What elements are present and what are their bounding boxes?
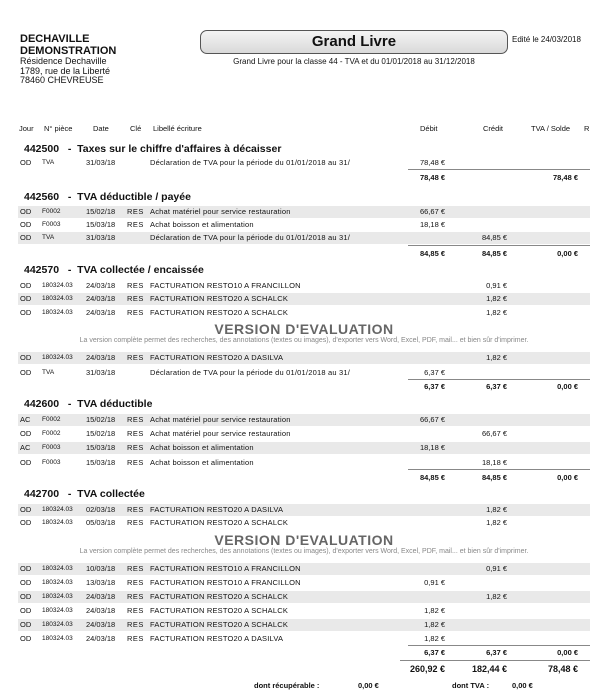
cell-debit: 1,82 € xyxy=(424,620,445,629)
cell-date: 15/02/18 xyxy=(86,429,116,438)
total-solde: 0,00 € xyxy=(557,473,578,482)
cell-cle: RES xyxy=(127,458,144,467)
cell-libelle: FACTURATION RESTO20 A DASILVA xyxy=(150,353,284,362)
section-heading xyxy=(24,488,145,500)
cell-cle: RES xyxy=(127,443,144,452)
cell-cle: RES xyxy=(127,308,144,317)
cell-jour: OD xyxy=(20,620,32,629)
total-solde: 78,48 € xyxy=(552,173,578,182)
table-row xyxy=(18,232,590,244)
cell-jour: OD xyxy=(20,505,32,514)
cell-debit: 1,82 € xyxy=(424,634,445,643)
account-name: TVA collectée xyxy=(77,488,145,500)
total-row xyxy=(18,248,590,260)
cell-jour: OD xyxy=(20,368,32,377)
table-row xyxy=(18,307,590,319)
cell-date: 15/03/18 xyxy=(86,443,116,452)
cell-piece: TVA xyxy=(42,159,55,166)
total-rule xyxy=(408,379,590,380)
cell-jour: OD xyxy=(20,429,32,438)
cell-date: 24/03/18 xyxy=(86,281,116,290)
cell-jour: OD xyxy=(20,634,32,643)
cell-credit: 0,91 € xyxy=(486,281,507,290)
cell-jour: OD xyxy=(20,578,32,587)
cell-piece: 180324.03 xyxy=(42,579,73,586)
cell-jour: OD xyxy=(20,458,32,467)
cell-libelle: FACTURATION RESTO10 A FRANCILLON xyxy=(150,281,301,290)
company-line2: DEMONSTRATION xyxy=(20,45,117,57)
cell-debit: 18,18 € xyxy=(419,220,445,229)
col-cle: Clé xyxy=(130,124,142,133)
cell-libelle: Achat matériel pour service restauration xyxy=(150,429,291,438)
grand-total-rule xyxy=(400,660,590,661)
cell-piece: 180324.03 xyxy=(42,295,73,302)
account-name: TVA déductible / payée xyxy=(77,191,191,203)
evaluation-watermark-text: La version complète permet des recherches, des annotations (textes ou images), d'exporter vers Word, Excel, PDF, mail... et bien sûr d'imprimer. xyxy=(79,337,529,344)
cell-date: 31/03/18 xyxy=(86,233,116,242)
company-address xyxy=(20,57,110,86)
cell-debit: 6,37 € xyxy=(424,368,445,377)
total-solde: 0,00 € xyxy=(557,249,578,258)
table-row xyxy=(18,280,590,292)
table-row xyxy=(18,367,590,379)
cell-cle: RES xyxy=(127,592,144,601)
cell-piece: 180324.03 xyxy=(42,309,73,316)
cell-piece: TVA xyxy=(42,234,55,241)
section-separator: - xyxy=(67,398,72,410)
total-solde: 0,00 € xyxy=(557,648,578,657)
cell-jour: OD xyxy=(20,592,32,601)
table-row xyxy=(18,605,590,617)
section-heading xyxy=(24,191,191,203)
cell-credit: 66,67 € xyxy=(481,429,507,438)
cell-libelle: Achat boisson et alimentation xyxy=(150,220,254,229)
table-row xyxy=(18,457,590,469)
total-debit: 84,85 € xyxy=(419,249,445,258)
cell-piece: 180324.03 xyxy=(42,354,73,361)
cell-jour: OD xyxy=(20,158,32,167)
total-row xyxy=(18,381,590,393)
cell-date: 02/03/18 xyxy=(86,505,116,514)
cell-credit: 0,91 € xyxy=(486,564,507,573)
table-row xyxy=(18,563,590,575)
table-row xyxy=(18,428,590,440)
table-row xyxy=(18,206,590,218)
cell-libelle: Achat boisson et alimentation xyxy=(150,443,254,452)
total-solde: 0,00 € xyxy=(557,382,578,391)
cell-libelle: Achat matériel pour service restauration xyxy=(150,415,291,424)
cell-piece: 180324.03 xyxy=(42,607,73,614)
total-row xyxy=(18,472,590,484)
cell-piece: F0003 xyxy=(42,459,61,466)
table-row xyxy=(18,517,590,529)
cell-cle: RES xyxy=(127,353,144,362)
cell-credit: 1,82 € xyxy=(486,308,507,317)
col-credit: Crédit xyxy=(483,124,504,133)
col-piece: N° pièce xyxy=(44,124,73,133)
col-date: Date xyxy=(93,124,109,133)
section-separator: - xyxy=(67,264,72,276)
cell-jour: OD xyxy=(20,564,32,573)
cell-piece: F0003 xyxy=(42,444,61,451)
cell-jour: OD xyxy=(20,294,32,303)
cell-credit: 1,82 € xyxy=(486,353,507,362)
account-code: 442700 xyxy=(24,488,60,500)
cell-date: 05/03/18 xyxy=(86,518,116,527)
cell-cle: RES xyxy=(127,578,144,587)
cell-piece: 180324.03 xyxy=(42,506,73,513)
total-row xyxy=(18,647,590,659)
cell-libelle: FACTURATION RESTO20 A SCHALCK xyxy=(150,606,289,615)
grand-total-solde: 78,48 € xyxy=(547,664,578,674)
cell-credit: 1,82 € xyxy=(486,505,507,514)
cell-jour: OD xyxy=(20,207,32,216)
cell-date: 31/03/18 xyxy=(86,158,116,167)
cell-libelle: FACTURATION RESTO20 A SCHALCK xyxy=(150,308,289,317)
cell-libelle: FACTURATION RESTO10 A FRANCILLON xyxy=(150,578,301,587)
grand-total-debit: 260,92 € xyxy=(409,664,445,674)
col-r: R xyxy=(584,124,590,133)
address-line: 78460 CHEVREUSE xyxy=(20,75,104,85)
cell-date: 24/03/18 xyxy=(86,308,116,317)
total-debit: 6,37 € xyxy=(424,382,445,391)
cell-debit: 78,48 € xyxy=(419,158,445,167)
col-libelle: Libellé écriture xyxy=(153,124,202,133)
cell-debit: 0,91 € xyxy=(424,578,445,587)
table-row xyxy=(18,504,590,516)
cell-cle: RES xyxy=(127,207,144,216)
total-credit: 6,37 € xyxy=(486,382,507,391)
table-row xyxy=(18,619,590,631)
cell-date: 15/03/18 xyxy=(86,220,116,229)
account-code: 442600 xyxy=(24,398,60,410)
cell-credit: 1,82 € xyxy=(486,518,507,527)
cell-jour: OD xyxy=(20,518,32,527)
grand-total-row xyxy=(18,663,590,677)
cell-date: 15/02/18 xyxy=(86,207,116,216)
cell-libelle: Déclaration de TVA pour la période du 01/01/2018 au 31/ xyxy=(150,233,351,242)
cell-cle: RES xyxy=(127,518,144,527)
cell-libelle: Achat matériel pour service restauration xyxy=(150,207,291,216)
cell-debit: 66,67 € xyxy=(419,415,445,424)
account-name: Taxes sur le chiffre d'affaires à décaisser xyxy=(77,143,282,155)
cell-date: 24/03/18 xyxy=(86,592,116,601)
cell-cle: RES xyxy=(127,505,144,514)
cell-credit: 84,85 € xyxy=(481,233,507,242)
page-title: Grand Livre xyxy=(200,30,508,54)
col-solde: TVA / Solde xyxy=(531,124,571,133)
cell-debit: 18,18 € xyxy=(419,443,445,452)
cell-cle: RES xyxy=(127,220,144,229)
cell-libelle: Déclaration de TVA pour la période du 01/01/2018 au 31/ xyxy=(150,368,351,377)
account-name: TVA déductible xyxy=(77,398,153,410)
table-row xyxy=(18,414,590,426)
cell-credit: 1,82 € xyxy=(486,592,507,601)
section-heading xyxy=(24,143,281,155)
table-row xyxy=(18,633,590,645)
cell-libelle: Achat boisson et alimentation xyxy=(150,458,254,467)
table-row xyxy=(18,442,590,454)
cell-credit: 1,82 € xyxy=(486,294,507,303)
address-line: 1789, rue de la Liberté xyxy=(20,65,111,76)
col-debit: Débit xyxy=(420,124,438,133)
cell-date: 15/02/18 xyxy=(86,415,116,424)
table-row xyxy=(18,352,590,364)
cell-piece: F0003 xyxy=(42,221,61,228)
cell-piece: 180324.03 xyxy=(42,635,73,642)
section-separator: - xyxy=(67,191,72,203)
cell-debit: 1,82 € xyxy=(424,606,445,615)
cell-libelle: FACTURATION RESTO20 A DASILVA xyxy=(150,505,284,514)
cell-cle: RES xyxy=(127,634,144,643)
total-credit: 84,85 € xyxy=(481,473,507,482)
grand-total-credit: 182,44 € xyxy=(471,664,507,674)
section-separator: - xyxy=(67,143,72,155)
cell-date: 24/03/18 xyxy=(86,353,116,362)
account-code: 442500 xyxy=(24,143,60,155)
total-rule xyxy=(408,245,590,246)
section-heading xyxy=(24,398,152,410)
table-row xyxy=(18,293,590,305)
cell-piece: 180324.03 xyxy=(42,621,73,628)
cell-jour: OD xyxy=(20,233,32,242)
cell-piece: 180324.03 xyxy=(42,565,73,572)
table-row xyxy=(18,219,590,231)
company-line1: DECHAVILLE xyxy=(20,33,90,45)
cell-date: 31/03/18 xyxy=(86,368,116,377)
cell-piece: 180324.03 xyxy=(42,593,73,600)
evaluation-watermark-title: VERSION D'EVALUATION xyxy=(214,321,394,337)
cell-jour: OD xyxy=(20,606,32,615)
cell-cle: RES xyxy=(127,620,144,629)
total-credit: 6,37 € xyxy=(486,648,507,657)
total-row xyxy=(18,172,590,184)
cell-piece: TVA xyxy=(42,369,55,376)
total-rule xyxy=(408,469,590,470)
cell-date: 24/03/18 xyxy=(86,634,116,643)
cell-jour: OD xyxy=(20,281,32,290)
cell-credit: 18,18 € xyxy=(481,458,507,467)
cell-piece: F0002 xyxy=(42,208,61,215)
cell-jour: AC xyxy=(20,443,31,452)
edited-date: Edité le 24/03/2018 xyxy=(512,35,581,44)
cell-piece: F0002 xyxy=(42,430,61,437)
cell-piece: 180324.03 xyxy=(42,282,73,289)
vat-value: 0,00 € xyxy=(512,681,533,690)
cell-jour: OD xyxy=(20,353,32,362)
total-debit: 6,37 € xyxy=(424,648,445,657)
cell-libelle: FACTURATION RESTO20 A SCHALCK xyxy=(150,592,289,601)
cell-date: 24/03/18 xyxy=(86,620,116,629)
vat-label: dont TVA : xyxy=(452,681,490,690)
cell-cle: RES xyxy=(127,281,144,290)
cell-date: 15/03/18 xyxy=(86,458,116,467)
recoverable-value: 0,00 € xyxy=(358,681,379,690)
total-credit: 84,85 € xyxy=(481,249,507,258)
cell-jour: AC xyxy=(20,415,31,424)
evaluation-watermark-text: La version complète permet des recherches, des annotations (textes ou images), d'exporter vers Word, Excel, PDF, mail... et bien sûr d'imprimer. xyxy=(79,548,529,555)
section-heading xyxy=(24,264,204,276)
table-row xyxy=(18,591,590,603)
total-debit: 78,48 € xyxy=(419,173,445,182)
total-rule xyxy=(408,645,590,646)
cell-jour: OD xyxy=(20,308,32,317)
table-row xyxy=(18,157,590,169)
cell-cle: RES xyxy=(127,564,144,573)
account-code: 442560 xyxy=(24,191,60,203)
cell-date: 10/03/18 xyxy=(86,564,116,573)
cell-piece: 180324.03 xyxy=(42,519,73,526)
cell-cle: RES xyxy=(127,415,144,424)
cell-libelle: Déclaration de TVA pour la période du 01/01/2018 au 31/ xyxy=(150,158,351,167)
cell-date: 24/03/18 xyxy=(86,294,116,303)
cell-cle: RES xyxy=(127,429,144,438)
account-code: 442570 xyxy=(24,264,60,276)
cell-libelle: FACTURATION RESTO20 A SCHALCK xyxy=(150,294,289,303)
evaluation-watermark-title: VERSION D'EVALUATION xyxy=(214,532,394,548)
col-jour: Jour xyxy=(19,124,34,133)
cell-jour: OD xyxy=(20,220,32,229)
cell-libelle: FACTURATION RESTO20 A SCHALCK xyxy=(150,518,289,527)
table-row xyxy=(18,577,590,589)
cell-libelle: FACTURATION RESTO20 A SCHALCK xyxy=(150,620,289,629)
cell-cle: RES xyxy=(127,294,144,303)
cell-libelle: FACTURATION RESTO10 A FRANCILLON xyxy=(150,564,301,573)
cell-debit: 66,67 € xyxy=(419,207,445,216)
company-name xyxy=(20,33,116,57)
address-line: Résidence Dechaville xyxy=(20,56,107,66)
account-name: TVA collectée / encaissée xyxy=(77,264,204,276)
cell-date: 13/03/18 xyxy=(86,578,116,587)
cell-libelle: FACTURATION RESTO20 A DASILVA xyxy=(150,634,284,643)
total-rule xyxy=(408,169,590,170)
total-debit: 84,85 € xyxy=(419,473,445,482)
cell-date: 24/03/18 xyxy=(86,606,116,615)
cell-piece: F0002 xyxy=(42,416,61,423)
cell-cle: RES xyxy=(127,606,144,615)
recoverable-label: dont récupérable : xyxy=(254,681,320,690)
report-subtitle: Grand Livre pour la classe 44 - TVA et du 01/01/2018 au 31/12/2018 xyxy=(233,57,475,66)
section-separator: - xyxy=(67,488,72,500)
